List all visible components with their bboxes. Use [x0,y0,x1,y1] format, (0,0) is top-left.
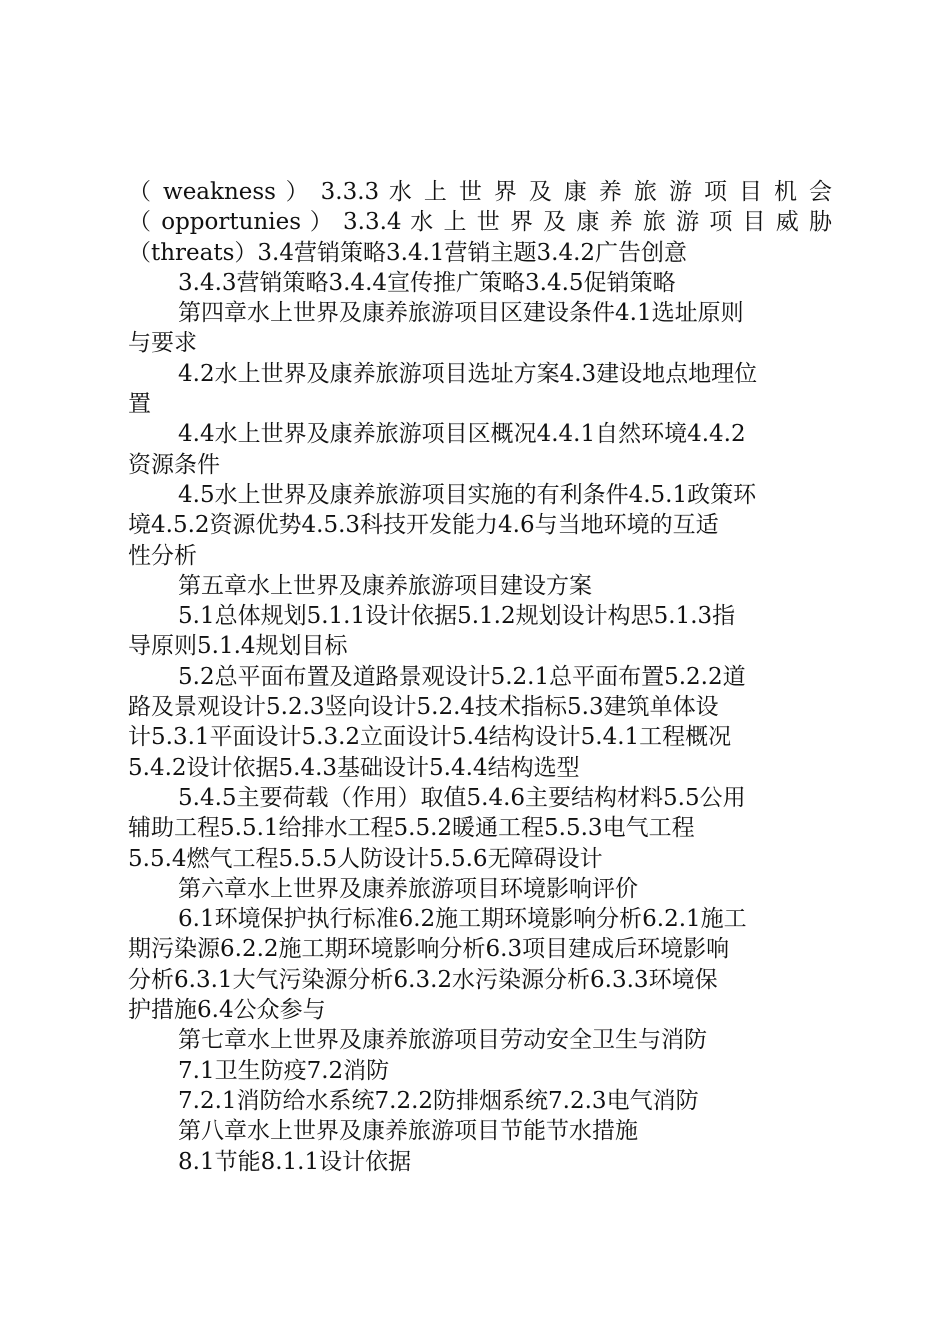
text-line: 分析6.3.1大气污染源分析6.3.2水污染源分析6.3.3环境保 [128,966,718,993]
text-line: 7.1卫生防疫7.2消防 [178,1057,390,1084]
text-line: 5.2总平面布置及道路景观设计5.2.1总平面布置5.2.2道 [178,663,746,690]
text-line: 5.4.5主要荷载（作用）取值5.4.6主要结构材料5.5公用 [178,784,746,811]
text-line: 资源条件 [128,451,220,478]
text-line: 第七章水上世界及康养旅游项目劳动安全卫生与消防 [178,1027,707,1054]
text-line: 7.2.1消防给水系统7.2.2防排烟系统7.2.3电气消防 [178,1087,699,1114]
text-line: 计5.3.1平面设计5.3.2立面设计5.4结构设计5.4.1工程概况 [128,724,732,751]
text-line: （threats）3.4营销策略3.4.1营销主题3.4.2广告创意 [128,239,688,266]
text-line: 护措施6.4公众参与 [128,997,326,1024]
text-line: 第六章水上世界及康养旅游项目环境影响评价 [178,875,638,902]
text-line: （ weakness ） 3.3.3 水 上 世 界 及 康 养 旅 游 项 目 机 会 [128,179,832,205]
text-line: 路及景观设计5.2.3竖向设计5.2.4技术指标5.3建筑单体设 [128,694,719,721]
text-line: 6.1环境保护执行标准6.2施工期环境影响分析6.2.1施工 [178,906,747,933]
text-line: 第五章水上世界及康养旅游项目建设方案 [178,572,592,599]
text-line: （ opportunies ） 3.3.4 水 上 世 界 及 康 养 旅 游 项 目 威 胁 [128,209,832,236]
text-line: 与要求 [128,330,197,357]
text-line: 5.1总体规划5.1.1设计依据5.1.2规划设计构思5.1.3指 [178,603,736,630]
text-line: 5.4.2设计依据5.4.3基础设计5.4.4结构选型 [128,754,580,781]
text-line: 境4.5.2资源优势4.5.3科技开发能力4.6与当地环境的互适 [128,512,719,539]
text-line: 第四章水上世界及康养旅游项目区建设条件4.1选址原则 [178,300,744,327]
text-line: 3.4.3营销策略3.4.4宣传推广策略3.4.5促销策略 [178,269,676,296]
text-line: 置 [128,391,151,418]
text-line: 4.2水上世界及康养旅游项目选址方案4.3建设地点地理位 [178,360,758,387]
text-line: 4.5水上世界及康养旅游项目实施的有利条件4.5.1政策环 [178,481,757,508]
text-line: 导原则5.1.4规划目标 [128,633,348,660]
document-body [128,177,832,1177]
text-line: 性分析 [128,542,197,569]
text-line: 5.5.4燃气工程5.5.5人防设计5.5.6无障碍设计 [128,845,603,872]
text-line: 期污染源6.2.2施工期环境影响分析6.3项目建成后环境影响 [128,936,730,963]
text-line: 8.1节能8.1.1设计依据 [178,1148,412,1175]
text-line: 4.4水上世界及康养旅游项目区概况4.4.1自然环境4.4.2 [178,421,746,448]
text-line: 第八章水上世界及康养旅游项目节能节水措施 [178,1118,638,1145]
text-line: 辅助工程5.5.1给排水工程5.5.2暖通工程5.5.3电气工程 [128,815,695,842]
